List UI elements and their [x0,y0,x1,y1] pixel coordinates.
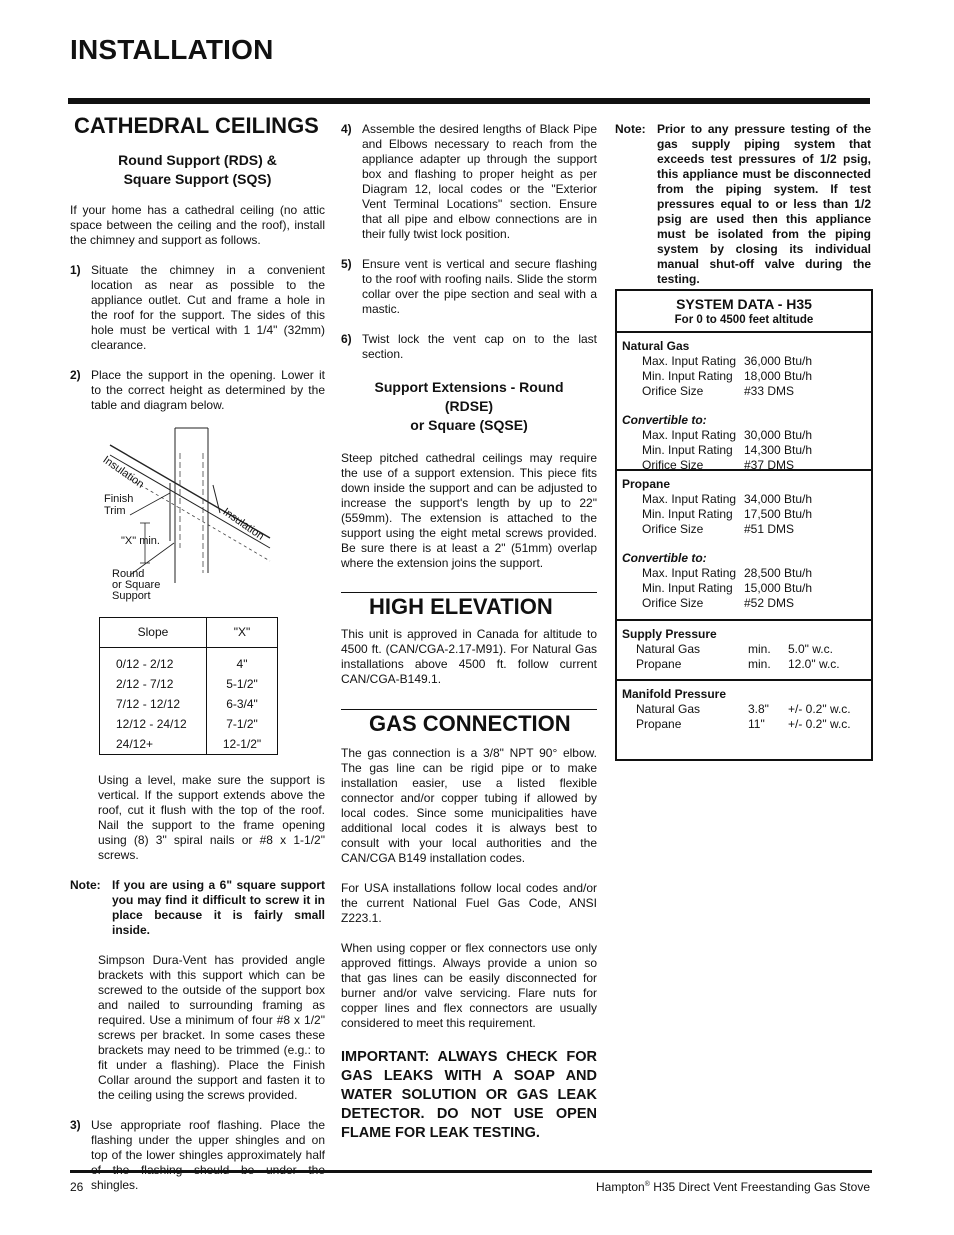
diagram-label-insulation-right: Insulation [220,505,267,543]
step-5-text: Ensure vent is vertical and secure flashing to the roof with roofing nails. Slide the storm collar over the pipe section and seal with a mastic. [362,257,597,316]
page-number: 26 [70,1180,84,1194]
spec-row [622,384,866,399]
propane-section [617,471,871,621]
step-3-text: Use appropriate roof flashing. Place the flashing under the upper shingles and on top of the lower shingles approximately half shingles. [91,1118,325,1192]
spec-label: Max. Input Rating [642,566,737,580]
natural-gas-heading: Natural Gas [622,339,690,353]
slope-cell: 7/12 - 12/12 [100,694,207,714]
step-5-number: 5) [341,257,352,271]
spec-row [622,642,866,657]
square-support-note [70,878,325,938]
support-subhead-line1: Round Support (RDS) & [118,152,277,168]
spec-row [622,717,866,732]
step-6 [341,332,597,362]
gas-connection-paragraph-2: For USA installations follow local codes and/or the current National Fuel Gas Code, ANSI Z223.1. [341,881,597,925]
diagram-label-finish: Finish [104,493,134,505]
pressure-note-label: Note: [615,122,646,136]
convertible-heading: Convertible to: [622,413,707,427]
spec-label: Orifice Size [642,522,704,536]
gas-connection-paragraph-3: When using copper or flex connectors use only approved fittings. Always provide a union so that gas lines can be easily disconnected for burner and/or valve servicing. Flare nuts for copper lines and flex connectors are usually considered to meet this requirement. [341,941,597,1030]
slope-cell: 0/12 - 2/12 [100,648,207,675]
system-data-header [617,291,871,333]
spec-value: 14,300 Btu/h [744,443,813,457]
table-row [100,714,278,734]
spec-value: 30,000 Btu/h [744,428,813,442]
support-subhead-line2: Square Support (SQS) [123,171,272,187]
spec-value: 34,000 Btu/h [744,492,813,506]
step-5 [341,257,597,317]
system-data-box [615,289,873,761]
spec-label: Max. Input Rating [642,354,737,368]
manifold-pressure-section [617,681,871,737]
diagram-label-round: Round [112,568,145,580]
spec-label: Min. Input Rating [642,443,733,457]
table-row [100,674,278,694]
step-4 [341,122,597,242]
convertible-heading: Convertible to: [622,551,707,565]
spec-min: min. [748,642,771,656]
spec-row [622,566,866,581]
system-data-subtitle: For 0 to 4500 feet altitude [674,314,814,326]
step-3-number: 3) [70,1118,81,1132]
spec-row [622,369,866,384]
spec-value: 15,000 Btu/h [744,581,813,595]
step-6-number: 6) [341,332,352,346]
diagram-label-finish-trim [104,493,133,517]
spec-label: Min. Input Rating [642,507,733,521]
gas-connection-paragraph-1: The gas connection is a 3/8" NPT 90° elbow. The gas line can be rigid pipe or to make installation easier, use a listed flexible connector and/or copper tubing if allowed by local codes. Since some municipalities have additional local codes it is always best to consult with your local authorities and the CAN/CGA B149 installation codes. [341,746,597,865]
footer-brand: Hampton [596,1180,645,1194]
column-cathedral-ceilings [70,113,325,1193]
support-extensions-line3: or Square (SQSE) [410,417,528,433]
spec-value: 18,000 Btu/h [744,369,813,383]
spec-value: #52 DMS [744,596,795,610]
spec-tolerance: +/- 0.2" w.c. [788,702,851,716]
propane-heading: Propane [622,477,671,491]
supply-pressure-section [617,621,871,681]
step-4-number: 4) [341,122,352,136]
step-3 [70,1118,325,1193]
x-cell: 7-1/2" [207,714,278,734]
step-6-text: Twist lock the vent cap on to the last section. [362,332,597,361]
spec-label: Propane [636,717,682,731]
diagram-label-support-word: Support [112,590,151,602]
step-2-text: Place the support in the opening. Lower it to the correct height as determined by the table and diagram below. [91,368,325,412]
slope-cell: 24/12+ [100,734,207,755]
spec-row [622,522,866,537]
spec-value: #51 DMS [744,522,795,536]
x-cell: 4" [207,648,278,675]
footer-product: H35 Direct Vent Freestanding Gas Stove [649,1180,870,1194]
gas-connection-rule [341,709,597,710]
page-title: INSTALLATION [70,34,274,65]
spec-row [622,702,866,717]
high-elevation-heading: HIGH ELEVATION [369,594,553,619]
footer-rule [70,1170,872,1173]
spec-label: Natural Gas [636,642,701,656]
diagram-label-or-square: or Square [112,579,161,591]
spec-row [622,596,866,611]
step-1 [70,263,325,353]
note-label: Note: [70,878,101,892]
slope-table-header-slope: Slope [100,618,207,648]
spec-label: Max. Input Rating [642,492,737,506]
registered-mark: ® [644,1181,650,1188]
pressure-note-text: Prior to any pressure testing of the gas supply piping system that exceeds test pressures of 1/2 psig, this appliance must be disconnected from the piping system. If test pressures equal to or less than 1/2 psig are used then this appliance must be isolated from the piping system by closing its individual manual shut-off valve during the testing. [657,122,871,286]
spec-label: Orifice Size [642,384,704,398]
slope-cell: 2/12 - 7/12 [100,674,207,694]
spec-label: Orifice Size [642,596,704,610]
cathedral-intro: If your home has a cathedral ceiling (no attic space between the ceiling and the roof), install the chimney and support as follows. [70,203,325,247]
spec-value: 36,000 Btu/h [744,354,813,368]
high-elevation-rule [341,592,597,593]
support-extensions-line1: Support Extensions - Round [374,379,564,395]
pressure-testing-note [615,122,871,287]
spec-label: Max. Input Rating [642,428,737,442]
step-2-number: 2) [70,368,81,382]
table-row [100,648,278,675]
step-4-text: Assemble the desired lengths of Black Pipe and Elbows necessary to reach from the appliance adapter up through the support box and flashing to proper height as per Diagram 12, local codes or the "Exterior Vent Terminal Locations" section. Ensure that all pipe and elbow connections are in their fully twist lock position. [362,122,597,241]
diagram-label-x-min: "X" min. [121,535,160,547]
support-subhead [70,151,325,189]
spec-row [622,428,866,443]
system-data-title: SYSTEM DATA - H35 [676,296,812,312]
spec-label: Min. Input Rating [642,581,733,595]
spec-value: #37 DMS [744,458,795,472]
step-2 [70,368,325,413]
spec-label: Propane [636,657,682,671]
x-cell: 6-3/4" [207,694,278,714]
diagram-label-insulation-top: Insulation [100,453,147,491]
spec-value: 17,500 Btu/h [744,507,813,521]
step-1-text: Situate the chimney in a convenient location as near as possible to the appliance outlet. Cut and frame a hole in the roof for the support. The sides of this hole must be vertical with 1 1/4" (32mm) clearance. [91,263,325,352]
spec-pressure: 3.8" [748,702,769,716]
spec-row [622,581,866,596]
gas-connection-heading: GAS CONNECTION [369,711,571,736]
manifold-pressure-heading: Manifold Pressure [622,687,727,701]
spec-min: min. [748,657,771,671]
x-cell: 5-1/2" [207,674,278,694]
support-extensions-subhead [341,378,597,435]
spec-row [622,507,866,522]
spec-row [622,458,866,473]
column-right [615,122,871,287]
spec-value: 5.0" w.c. [788,642,833,656]
slope-table-header-x: "X" [207,618,278,648]
spec-label: Min. Input Rating [642,369,733,383]
spec-row [622,443,866,458]
header-rule [68,98,870,104]
support-extensions-line2: (RDSE) [444,398,494,414]
level-paragraph: Using a level, make sure the support is vertical. If the support extends above the roof, cut it flush with the top of the roof. Nail the support to the frame opening using (8) 3" spiral nails or #8 x 1-1/2" screws. [98,773,325,862]
slope-table [99,617,278,755]
gas-leak-warning: IMPORTANT: ALWAYS CHECK FOR GAS LEAKS WITH A SOAP AND WATER SOLUTION OR GAS LEAK DETECTOR. DO NOT USE OPEN FLAME FOR LEAK TESTING. [341,1049,597,1141]
natural-gas-section [617,333,871,471]
note-text: If you are using a 6" square support you may find it difficult to screw it in place because it is fairly small inside. [112,878,325,937]
spec-row [622,492,866,507]
diagram-label-trim: Trim [104,505,126,517]
spec-label: Orifice Size [642,458,704,472]
slope-cell: 12/12 - 24/12 [100,714,207,734]
diagram-label-support [112,569,160,602]
footer-product-name [596,1180,870,1194]
spec-tolerance: +/- 0.2" w.c. [788,717,851,731]
spec-value: #33 DMS [744,384,795,398]
table-row [100,734,278,755]
support-extensions-paragraph: Steep pitched cathedral ceilings may require the use of a support extension. This piece fits down inside the support and can be adjusted to increase the support's length by up to 22" (559mm). The extension is attached to the support using the eight metal screws provided. Be sure there is at least a 2" (51mm) overlap where the extension joins the support. [341,451,597,570]
support-diagram [70,423,325,618]
column-middle [341,122,597,1143]
spec-row [622,354,866,369]
spec-label: Natural Gas [636,702,701,716]
step-1-number: 1) [70,263,81,277]
simpson-paragraph: Simpson Dura-Vent has provided angle brackets with this support which can be screwed to the outside of the support box and nailed to surrounding framing as required. Use a minimum of four #8 x 1/2" screws per bracket. In some cases these brackets may need to be trimmed (e.g.: to fit under a flashing). Place the Finish Collar around the support and fasten it to the ceiling using the screws provided. [98,953,325,1102]
high-elevation-paragraph: This unit is approved in Canada for altitude to 4500 ft. (CAN/CGA-2.17-M91). For Natural Gas installations above 4500 ft. follow current CAN/CGA-B149.1. [341,627,597,686]
spec-value: 12.0" w.c. [788,657,840,671]
table-row [100,694,278,714]
x-cell: 12-1/2" [207,734,278,755]
spec-value: 28,500 Btu/h [744,566,813,580]
spec-pressure: 11" [748,717,765,731]
supply-pressure-heading: Supply Pressure [622,627,717,641]
spec-row [622,657,866,672]
cathedral-ceilings-heading: CATHEDRAL CEILINGS [74,113,319,138]
